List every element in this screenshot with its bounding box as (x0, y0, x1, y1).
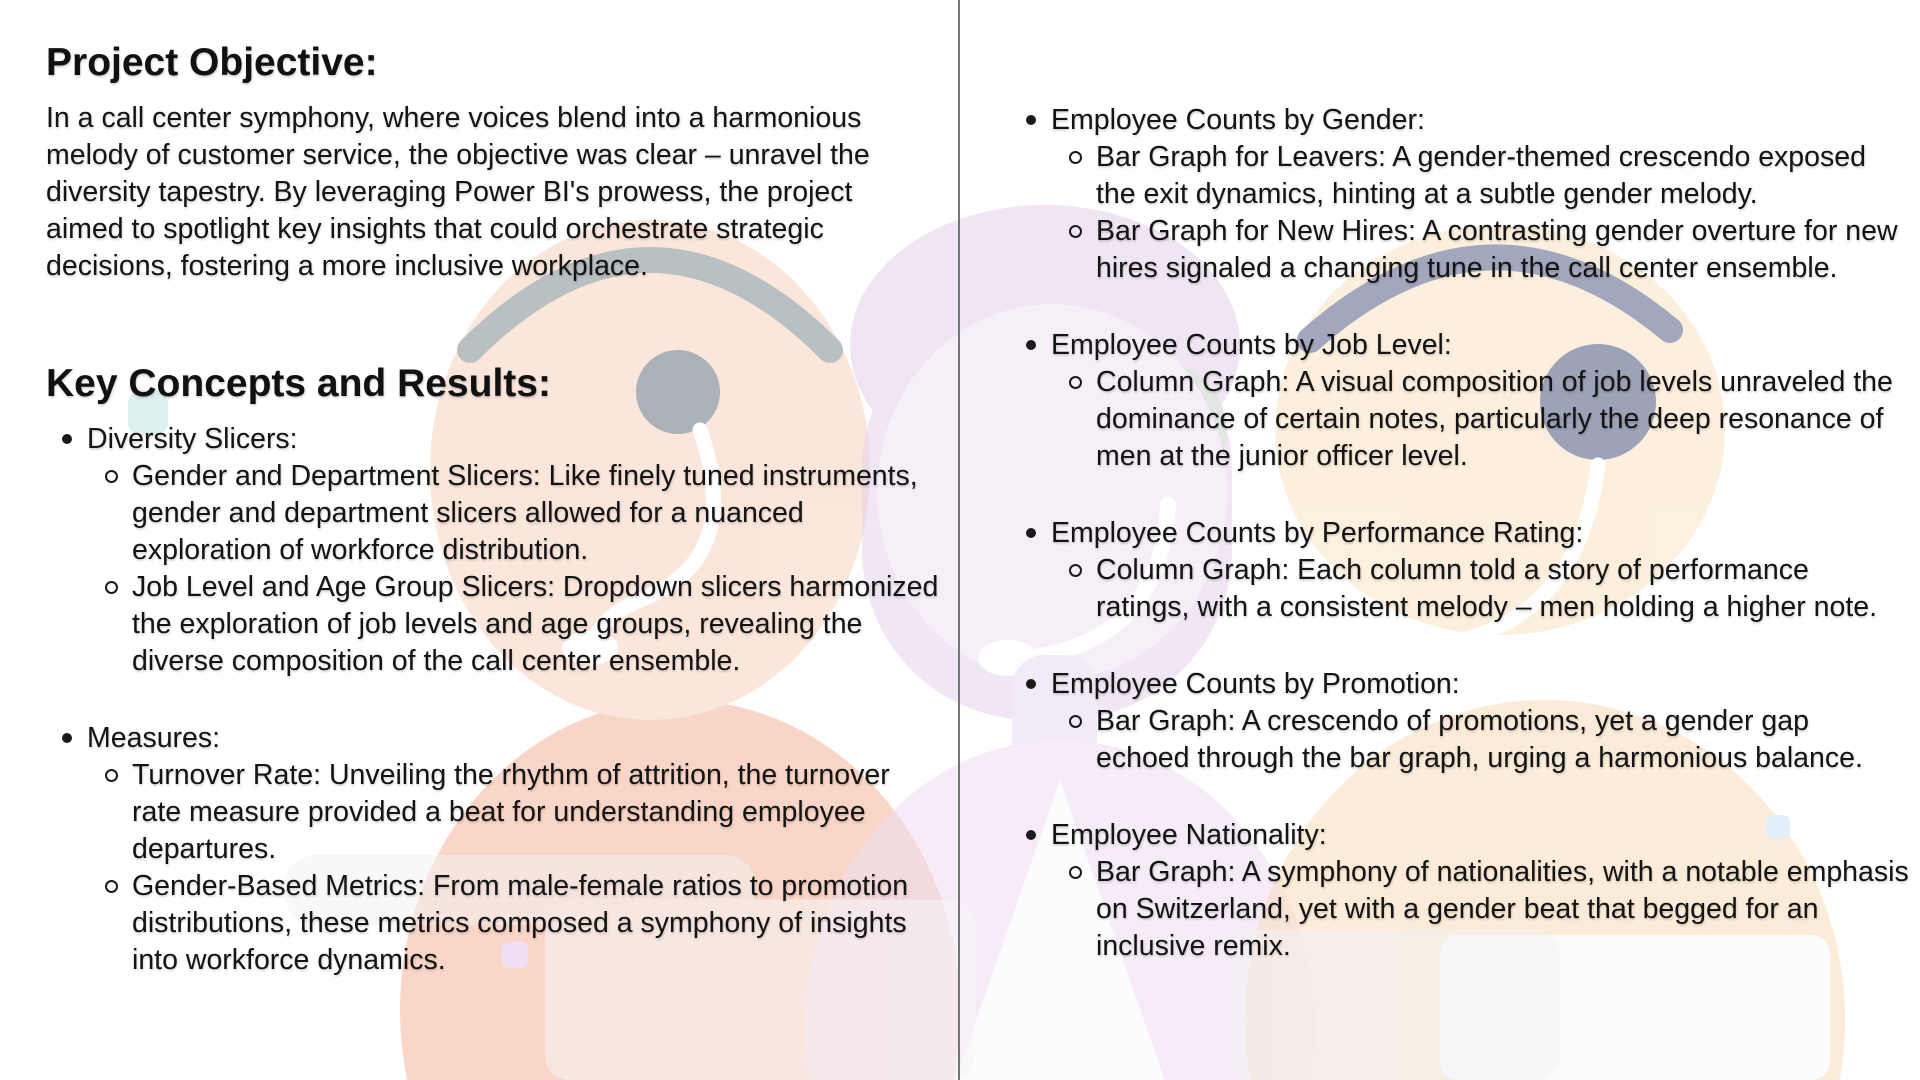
measures-sublist (87, 757, 944, 979)
sub-item-text: Gender and Department Slicers: Like finely tuned instruments, gender and department slicers allowed for a nuanced exploration of workforce distribution. (132, 460, 918, 566)
list-item-diversity-slicers (46, 421, 944, 680)
key-concepts-list (46, 421, 944, 979)
list-item-label: Employee Counts by Job Level: (1051, 329, 1452, 361)
bullet-dot-icon (1026, 340, 1036, 350)
sub-item-text: Bar Graph: A symphony of nationalities, with a notable emphasis on Switzerland, yet with a gender beat that begged for an inclusive remix. (1096, 856, 1909, 962)
results-list (1010, 102, 1910, 965)
bullet-circle-icon (1069, 151, 1082, 164)
sub-item (1051, 213, 1910, 287)
left-column (46, 40, 944, 979)
list-item-gender (1010, 102, 1910, 287)
sub-item-text: Job Level and Age Group Slicers: Dropdown slicers harmonized the exploration of job levels and age groups, revealing the diverse composition of the call center ensemble. (132, 571, 939, 677)
gender-sublist (1051, 139, 1910, 287)
sub-item (1051, 139, 1910, 213)
project-objective-heading: Project Objective: (46, 41, 378, 84)
sub-item-text: Gender-Based Metrics: From male-female ratios to promotion distributions, these metrics composed a symphony of insights into workforce dynamics. (132, 870, 909, 976)
nationality-sublist (1051, 854, 1910, 965)
list-item-job-level (1010, 327, 1910, 475)
sub-item (87, 569, 944, 680)
sub-item (1051, 552, 1910, 626)
bullet-circle-icon (1069, 376, 1082, 389)
sub-item (1051, 703, 1910, 777)
list-item-label: Measures: (87, 722, 221, 754)
list-item-measures (46, 720, 944, 979)
bullet-dot-icon (1026, 528, 1036, 538)
bullet-circle-icon (105, 769, 118, 782)
divider-line (958, 0, 960, 1080)
list-item-label: Employee Counts by Performance Rating: (1051, 517, 1584, 549)
list-item-label: Employee Counts by Gender: (1051, 104, 1425, 136)
right-column (1010, 102, 1910, 965)
list-item-label: Employee Nationality: (1051, 819, 1327, 851)
sub-item (87, 868, 944, 979)
list-item-label: Employee Counts by Promotion: (1051, 668, 1460, 700)
bullet-circle-icon (1069, 225, 1082, 238)
performance-sublist (1051, 552, 1910, 626)
bullet-circle-icon (1069, 564, 1082, 577)
job-level-sublist (1051, 364, 1910, 475)
sub-item (87, 757, 944, 868)
bullet-circle-icon (105, 470, 118, 483)
bullet-dot-icon (62, 733, 72, 743)
sub-item-text: Turnover Rate: Unveiling the rhythm of attrition, the turnover rate measure provided a beat for understanding employee departures. (132, 759, 890, 865)
list-item-label: Diversity Slicers: (87, 423, 298, 455)
diversity-slicers-sublist (87, 458, 944, 680)
bullet-circle-icon (105, 581, 118, 594)
sub-item-text: Bar Graph for Leavers: A gender-themed crescendo exposed the exit dynamics, hinting at a subtle gender melody. (1096, 141, 1866, 210)
list-item-nationality (1010, 817, 1910, 965)
list-item-promotion (1010, 666, 1910, 777)
bullet-dot-icon (62, 434, 72, 444)
sub-item (1051, 364, 1910, 475)
sub-item-text: Column Graph: A visual composition of job levels unraveled the dominance of certain notes, particularly the deep resonance of men at the junior officer level. (1096, 366, 1893, 472)
bullet-dot-icon (1026, 679, 1036, 689)
sub-item (1051, 854, 1910, 965)
list-item-performance-rating (1010, 515, 1910, 626)
sub-item (87, 458, 944, 569)
project-objective-paragraph: In a call center symphony, where voices blend into a harmonious melody of customer service, the objective was clear – unravel the diversity tapestry. By leveraging Power BI's prowess, the project aimed to spotlight key insights that could orchestrate strategic decisions, fostering a more inclusive workplace. (46, 102, 870, 282)
bullet-dot-icon (1026, 115, 1036, 125)
bullet-dot-icon (1026, 830, 1036, 840)
sub-item-text: Bar Graph: A crescendo of promotions, yet a gender gap echoed through the bar graph, urging a harmonious balance. (1096, 705, 1863, 774)
key-concepts-heading: Key Concepts and Results: (46, 362, 551, 405)
promotion-sublist (1051, 703, 1910, 777)
bullet-circle-icon (1069, 866, 1082, 879)
sub-item-text: Bar Graph for New Hires: A contrasting gender overture for new hires signaled a changing tune in the call center ensemble. (1096, 215, 1898, 284)
bullet-circle-icon (1069, 715, 1082, 728)
bullet-circle-icon (105, 880, 118, 893)
sub-item-text: Column Graph: Each column told a story of performance ratings, with a consistent melody – men holding a higher note. (1096, 554, 1878, 623)
